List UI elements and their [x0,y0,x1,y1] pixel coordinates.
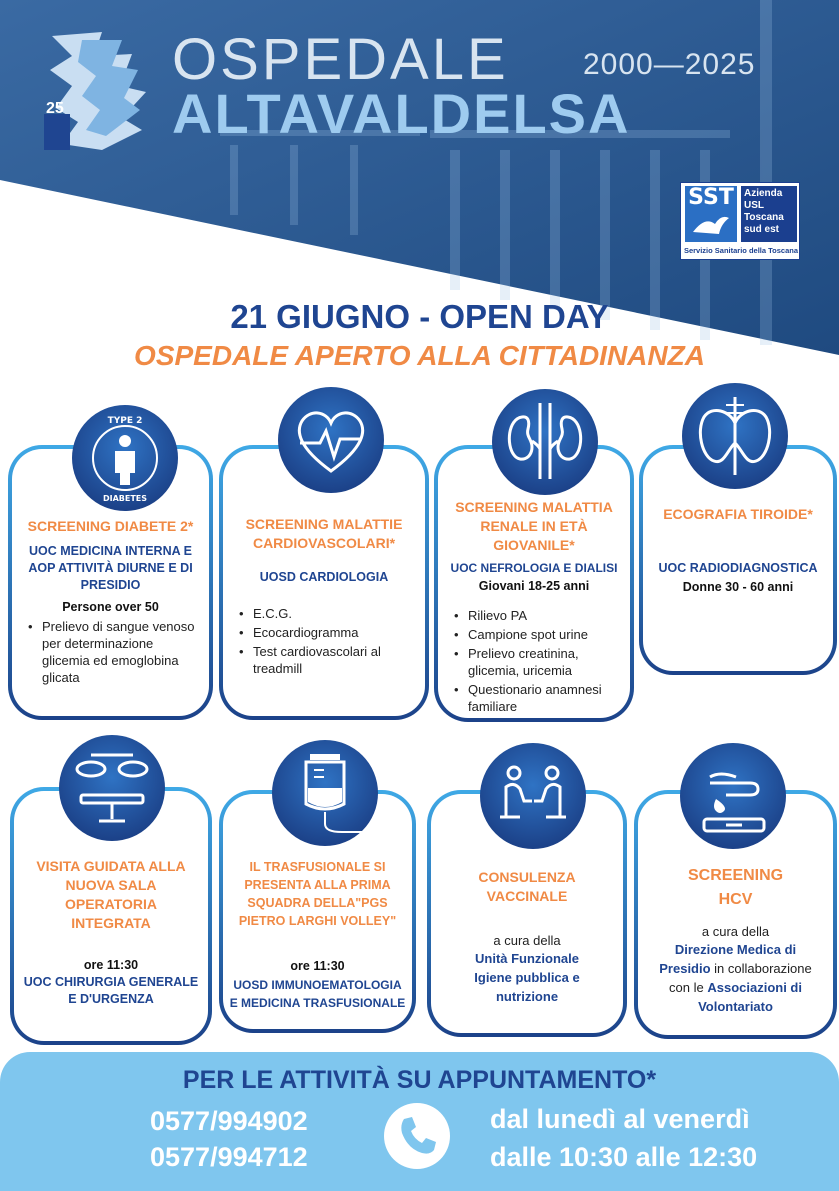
opening-days: dal lunedì al venerdì [490,1104,750,1134]
consultation-icon [480,743,586,849]
list-item: • Test cardiovascolari al treadmill [237,643,419,677]
diabetes-top-text: TYPE 2 [107,416,143,426]
card-unit: UOC CHIRURGIA GENERALE E D'URGENZA [23,975,199,1006]
card-text-bold1: Direzione Medica di Presidio [659,942,797,976]
card-time: ore 11:30 [290,959,345,973]
title-altavaldelsa: ALTAVALDELSA [172,82,631,145]
card-unit: UOSD CARDIOLOGIA [259,570,389,584]
hospital-logo-mark [42,26,162,156]
card-target: Giovani 18-25 anni [478,579,590,593]
list-item: • E.C.G. [237,605,419,622]
phone-icon [384,1103,450,1169]
usl-footer: Servizio Sanitario della Toscana [683,246,799,255]
kidney-icon [492,389,598,495]
card-text-body [638,940,833,1016]
logo-mark-text: 25 [46,100,64,117]
card-text-pre: a cura della [493,933,561,948]
thyroid-icon [682,383,788,489]
card-title: ECOGRAFIA TIROIDE* [663,506,813,522]
usl-line2: USL [744,200,764,211]
operating-room-icon [59,735,165,841]
card-text-bold: Unità Funzionale Igiene pubblica e nutrizione [474,951,580,1004]
card-list [26,618,203,688]
opening-hours: dalle 10:30 alle 12:30 [490,1142,758,1172]
card-text-pre: a cura della [701,924,770,939]
page-subtitle: OSPEDALE APERTO ALLA CITTADINANZA [134,340,705,371]
list-item: • Ecocardiogramma [237,624,419,641]
usl-sst-block [685,186,737,242]
usl-name-block [741,186,797,242]
card-title: IL TRASFUSIONALE SI PRESENTA ALLA PRIMA SQUADRA DELLA"PGS PIETRO LARGHI VOLLEY" [238,860,397,928]
card-title: CONSULENZA VACCINALE [478,869,576,904]
blood-test-icon [680,743,786,849]
page-title: 21 GIUGNO - OPEN DAY [230,298,609,335]
card-unit: UOC RADIODIAGNOSTICA [658,561,818,575]
usl-logo [680,182,800,260]
card-text-bold2: Associazioni di Volontariato [698,980,802,1014]
list-item: • Prelievo di sangue venoso per determinazione glicemia ed emoglobina glicata [26,618,203,686]
card-title: SCREENING MALATTIE CARDIOVASCOLARI* [245,516,403,551]
title-years: 2000—2025 [583,48,756,81]
card-target: Persone over 50 [62,600,159,614]
diabetes-bottom-text: DIABETES [102,494,148,503]
card-unit: UOSD IMMUNOEMATOLOGIA E MEDICINA TRASFUSIONALE [229,978,406,1010]
iv-bag-icon [272,740,378,846]
usl-line1: Azienda [744,188,783,199]
card-list [452,607,624,717]
list-item: • Prelievo creatinina, glicemia, uricemia [452,645,624,679]
usl-line4: sud est [744,224,780,235]
phone-number-1[interactable]: 0577/994902 [150,1106,308,1136]
card-target: Donne 30 - 60 anni [682,580,794,594]
card-title: VISITA GUIDATA ALLA NUOVA SALA OPERATORIA INTEGRATA [36,858,186,931]
list-item: • Campione spot urine [452,626,624,643]
phone-number-2[interactable]: 0577/994712 [150,1142,308,1172]
list-item: • Rilievo PA [452,607,624,624]
heart-pulse-icon [278,387,384,493]
list-item: • Questionario anamnesi familiare [452,681,624,715]
card-title: SCREENING MALATTIA RENALE IN ETÀ GIOVANILE* [455,499,613,553]
usl-bird-icon [691,212,731,238]
footer-title: PER LE ATTIVITÀ SU APPUNTAMENTO* [182,1066,657,1094]
card-time: ore 11:30 [83,958,139,972]
usl-line3: Toscana [744,212,784,223]
card-title: SCREENING HCV [688,867,784,908]
card-unit: UOC MEDICINA INTERNA E AOP ATTIVITÀ DIURNE E DI PRESIDIO [28,544,193,592]
card-list [237,605,419,679]
title-ospedale: OSPEDALE [172,27,509,92]
card-title: SCREENING DIABETE 2* [27,518,194,534]
card-text-mid: in collaborazione con le [669,961,812,995]
usl-sst-text: SST [688,185,734,210]
diabetes-icon [72,405,178,511]
card-unit: UOC NEFROLOGIA E DIALISI [450,561,618,575]
